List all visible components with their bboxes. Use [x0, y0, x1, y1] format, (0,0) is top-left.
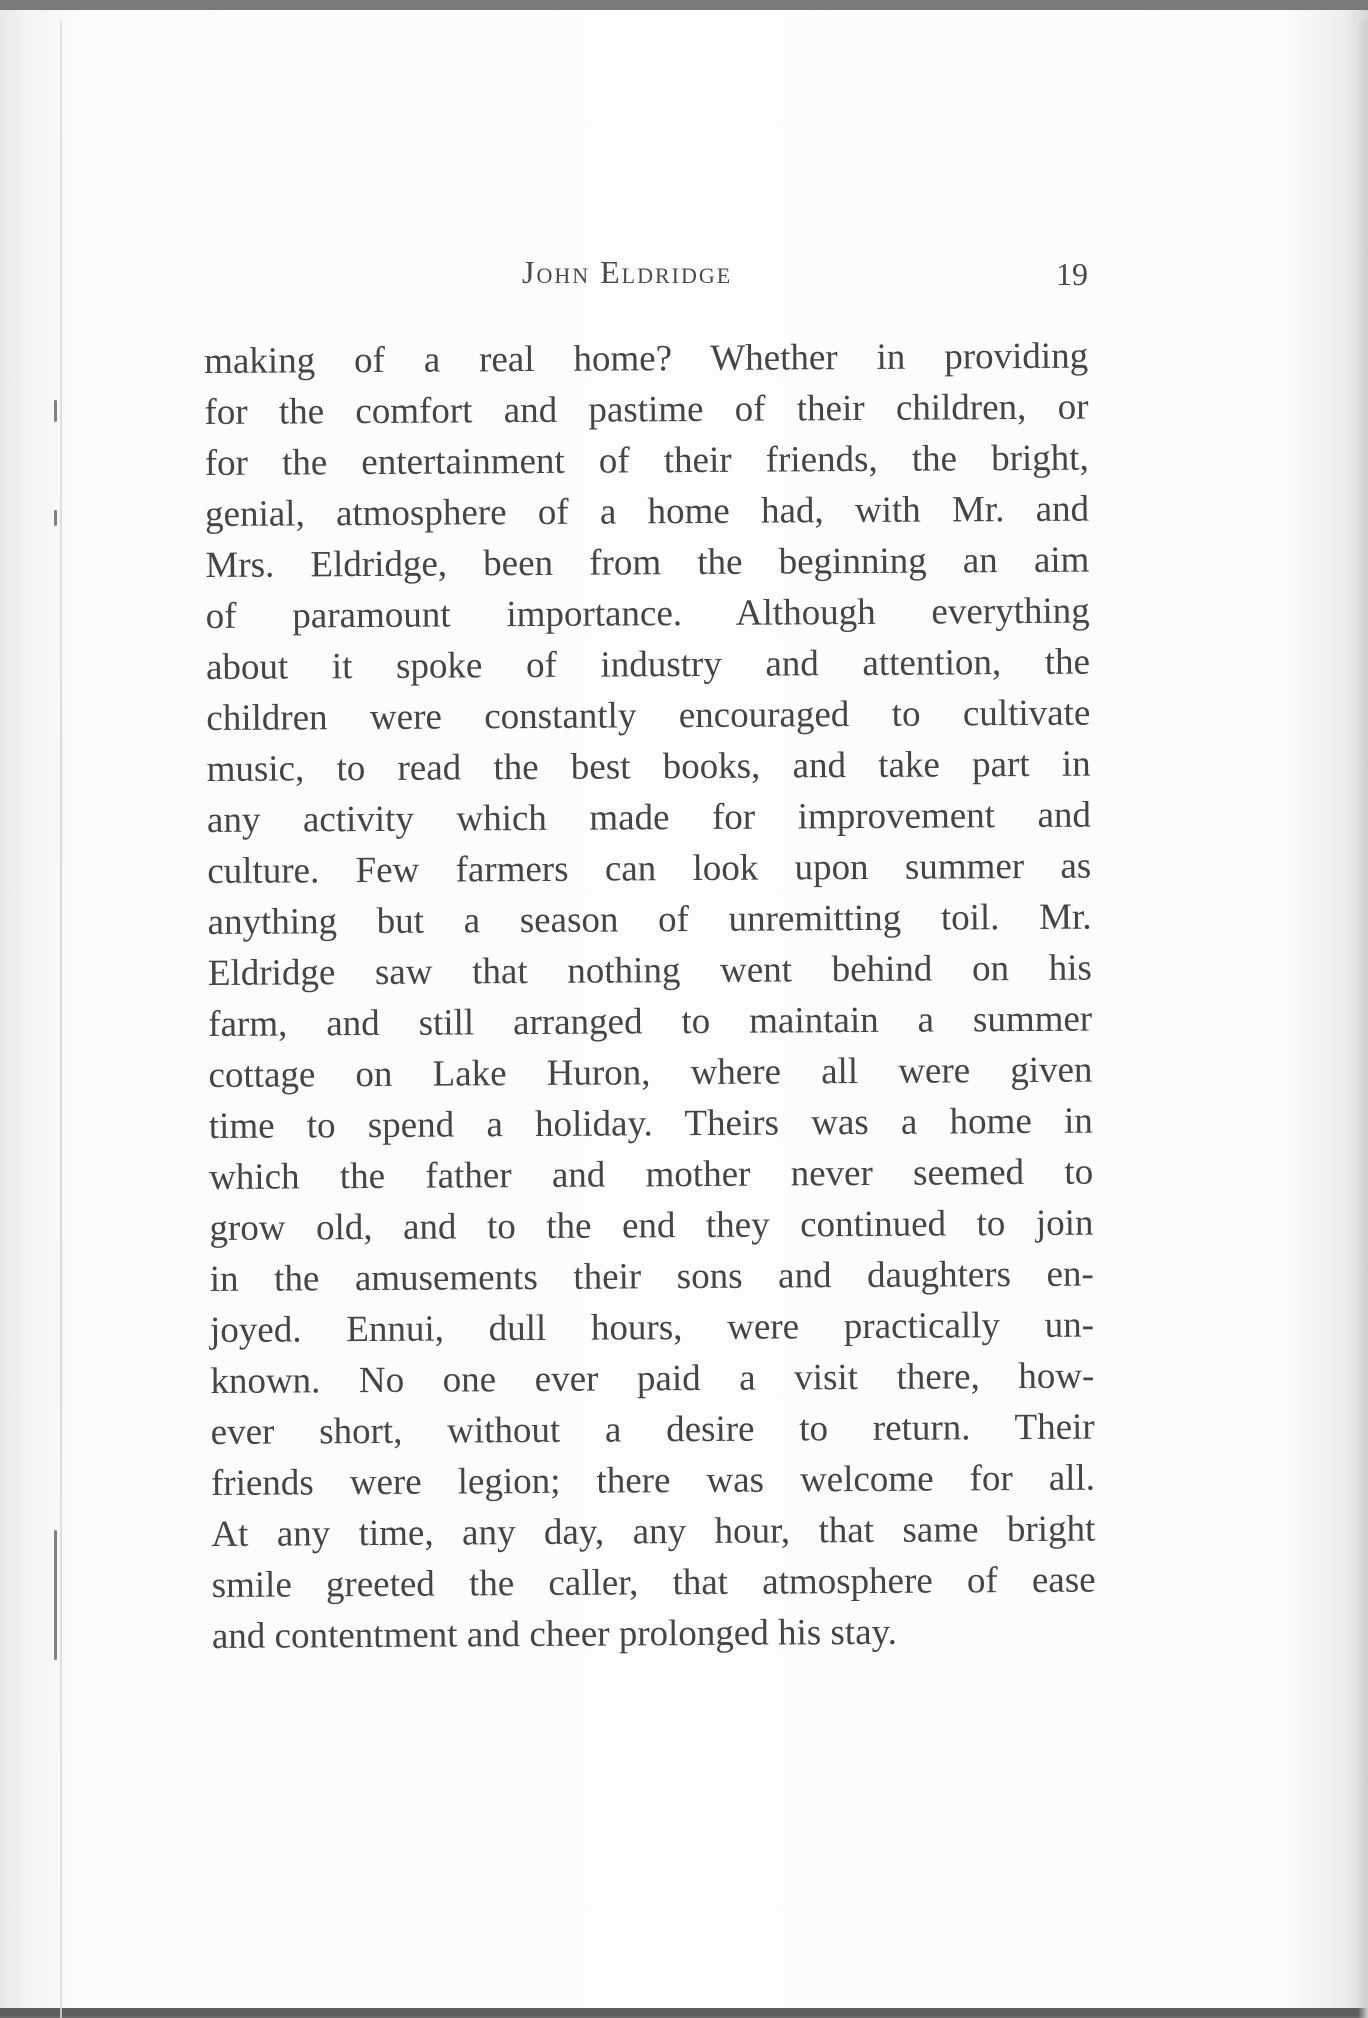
text-line: ever short, without a desire to return. Their: [210, 1406, 1095, 1453]
running-head-title: John Eldridge: [522, 254, 733, 290]
page-edge-shadow: [1358, 20, 1368, 2018]
text-line: anything but a season of unremitting toil. Mr.: [207, 896, 1092, 943]
text-line: and contentment and cheer prolonged his stay.: [211, 1611, 898, 1657]
text-line: time to spend a holiday. Theirs was a home in: [208, 1100, 1093, 1147]
text-line: known. No one ever paid a visit there, how-: [210, 1355, 1095, 1402]
binding-mark: [54, 510, 57, 526]
page-number: 19: [1056, 256, 1088, 292]
text-line: culture. Few farmers can look upon summer as: [207, 845, 1092, 892]
running-head: [200, 254, 1100, 304]
text-line: children were constantly encouraged to cultivate: [206, 692, 1091, 739]
text-line: joyed. Ennui, dull hours, were practically un-: [209, 1304, 1095, 1351]
binding-mark: [54, 400, 57, 422]
text-line: At any time, any day, any hour, that same bright: [211, 1508, 1096, 1555]
text-line: genial, atmosphere of a home had, with Mr. and: [204, 488, 1090, 535]
binding-mark: [54, 1530, 57, 1660]
text-line: grow old, and to the end they continued to join: [209, 1202, 1094, 1249]
text-line: music, to read the best books, and take part in: [206, 743, 1091, 790]
text-line: any activity which made for improvement and: [206, 794, 1092, 841]
body-text: [204, 331, 1096, 1662]
text-line: which the father and mother never seemed to: [209, 1151, 1094, 1198]
text-line: farm, and still arranged to maintain a summer: [208, 998, 1093, 1045]
text-line: cottage on Lake Huron, where all were given: [208, 1049, 1093, 1096]
text-line: friends were legion; there was welcome for all.: [210, 1457, 1096, 1504]
text-line: for the comfort and pastime of their children, or: [204, 386, 1089, 433]
text-line: of paramount importance. Although everything: [205, 590, 1090, 637]
text-line: smile greeted the caller, that atmosphere of ease: [211, 1559, 1096, 1606]
text-line: making of a real home? Whether in providing: [204, 335, 1089, 382]
text-line: Eldridge saw that nothing went behind on his: [207, 947, 1093, 994]
page-fold-line: [60, 20, 62, 2018]
text-line: Mrs. Eldridge, been from the beginning an aim: [205, 539, 1090, 586]
text-line: in the amusements their sons and daughters en-: [209, 1253, 1094, 1300]
text-line: for the entertainment of their friends, the bright,: [204, 437, 1089, 484]
text-line: about it spoke of industry and attention, the: [205, 641, 1091, 688]
